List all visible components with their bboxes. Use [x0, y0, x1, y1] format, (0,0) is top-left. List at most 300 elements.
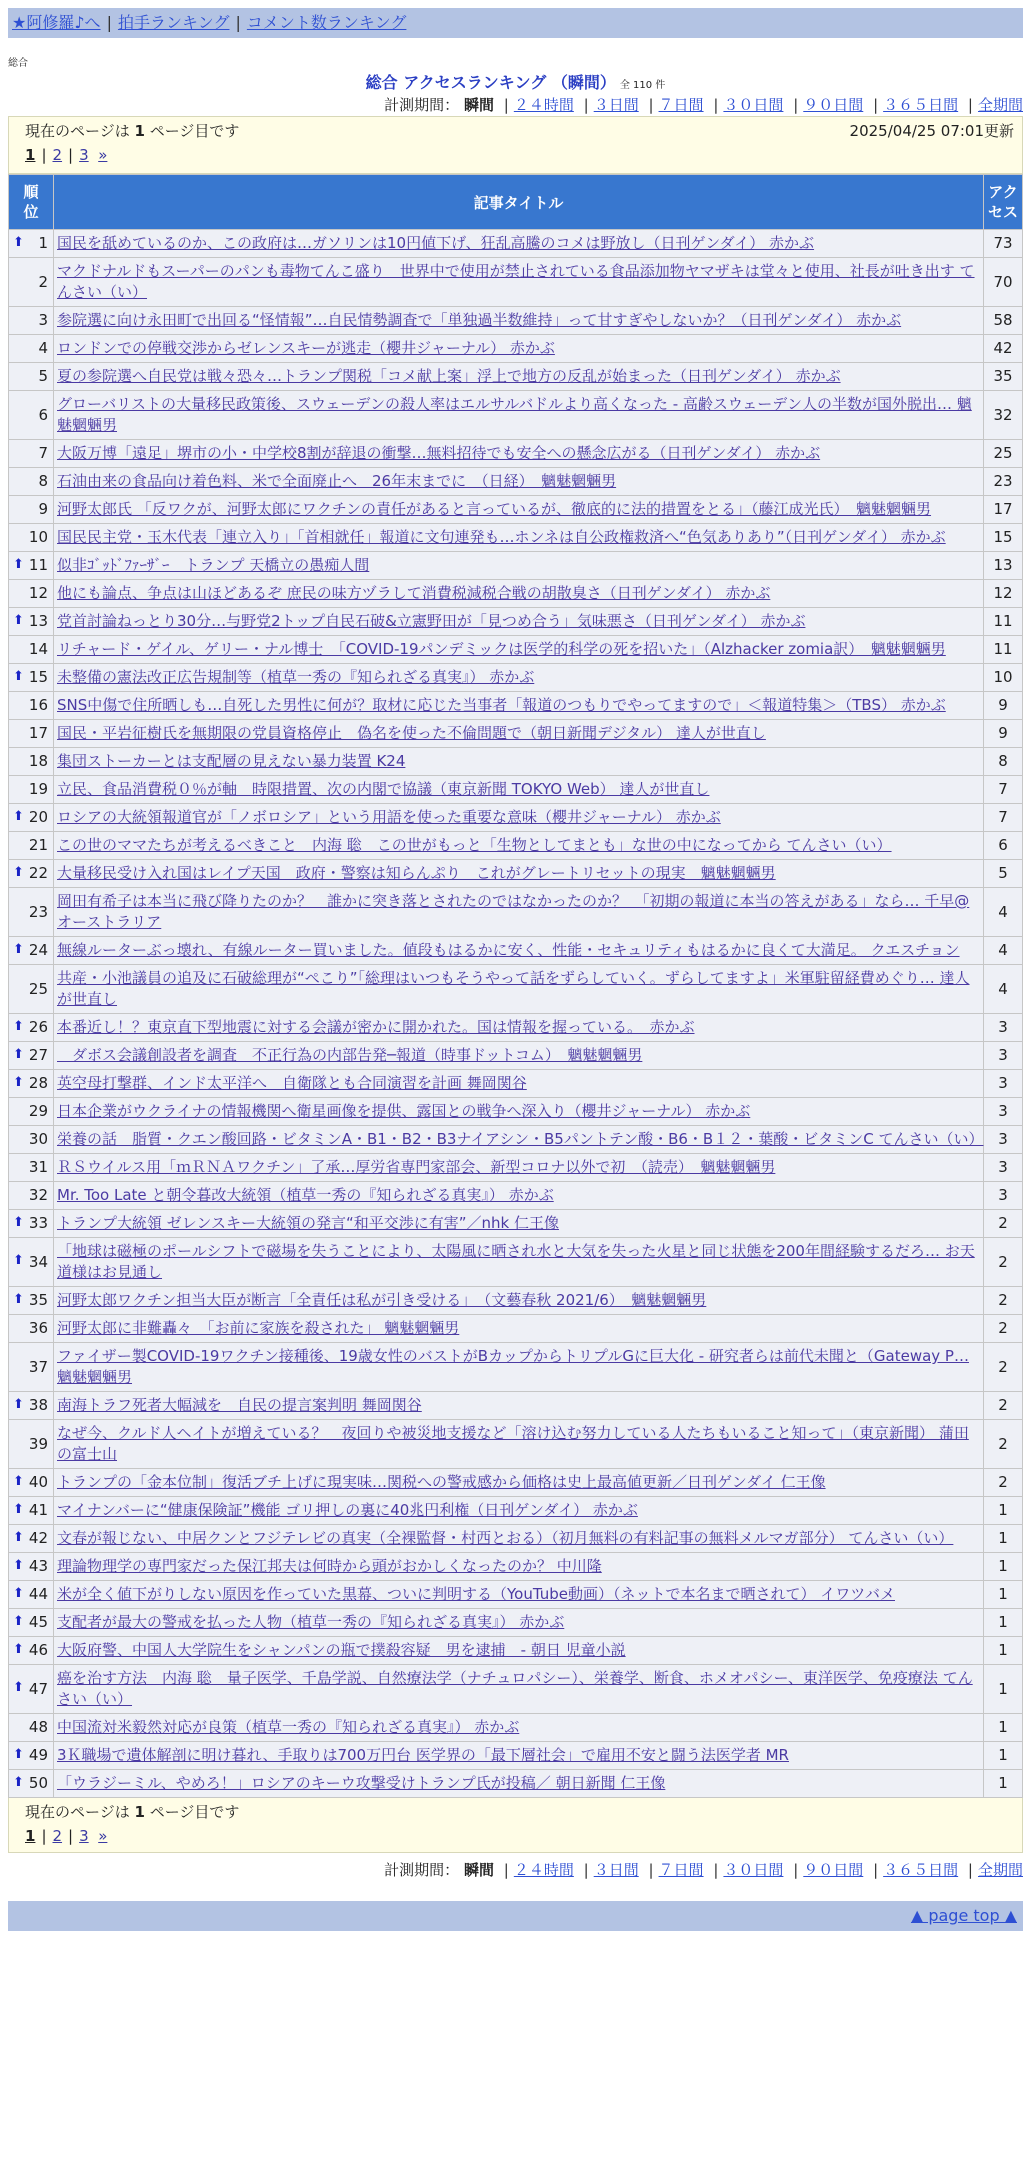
article-link[interactable]: 米が全く値下がりしない原因を作っていた黒幕、ついに判明する（YouTube動画）（ネットで本名まで晒されて） イワツバメ	[57, 1585, 895, 1603]
rank-cell	[9, 258, 53, 306]
rank-number: 16	[28, 696, 48, 714]
article-link[interactable]: 大量移民受け入れ国はレイプ天国 政府・警察は知らんぷり これがグレートリセットの現実 魑魅魍魎男	[57, 864, 776, 882]
access-count: 12	[984, 580, 1022, 607]
rank-cell	[9, 391, 53, 439]
title-cell	[54, 1126, 983, 1153]
article-link[interactable]: マクドナルドもスーパーのパンも毒物てんこ盛り 世界中で使用が禁止されている食品添加物ヤマザキは堂々と使用、社長が吐き出す てんさい（い）	[57, 262, 975, 301]
rank-cell	[9, 1770, 53, 1797]
article-link[interactable]: トランプの「金本位制」復活ブチ上げに現実味…関税への警戒感から価格は史上最高値更新／日刊ゲンダイ 仁王像	[57, 1473, 826, 1491]
article-link[interactable]: 未整備の憲法改正広告規制等（植草一秀の『知られざる真実』） 赤かぶ	[57, 668, 535, 686]
rank-number: 48	[28, 1718, 48, 1736]
rank-cell	[9, 965, 53, 1013]
article-link[interactable]: 河野太郎に非難轟々 「お前に家族を殺された」 魑魅魍魎男	[57, 1319, 460, 1337]
access-count: 3	[984, 1098, 1022, 1125]
article-link[interactable]: 河野太郎氏 「反ワクが、河野太郎にワクチンの責任があると言っているが、徹底的に法的措置をとる」（藤江成光氏） 魑魅魍魎男	[57, 500, 932, 518]
rank-cell	[9, 664, 53, 691]
access-count: 1	[984, 1553, 1022, 1580]
rank-number: 9	[38, 500, 48, 518]
table-row	[9, 1469, 1022, 1496]
article-link[interactable]: 本番近し！？東京直下型地震に対する会議が密かに開かれた。国は情報を握っている。 赤かぶ	[57, 1018, 695, 1036]
period-link-all[interactable]: 全期間	[977, 1861, 1023, 1879]
rank-up-icon: ⬆	[13, 1396, 24, 1412]
rank-cell	[9, 804, 53, 831]
title-cell	[54, 664, 983, 691]
rank-cell	[9, 1343, 53, 1391]
title-cell	[54, 1210, 983, 1237]
article-link[interactable]: 国民を舐めているのか、この政府は…ガソリンは10円値下げ、狂乱高騰のコメは野放し（日刊ゲンダイ） 赤かぶ	[57, 234, 815, 252]
title-cell	[54, 776, 983, 803]
period-label: 計測期間：	[384, 96, 460, 114]
rank-number: 41	[28, 1501, 48, 1519]
clap-ranking-link[interactable]: 拍手ランキング	[117, 13, 230, 32]
access-count: 7	[984, 804, 1022, 831]
next-page-link[interactable]: »	[98, 1827, 108, 1845]
period-link-24h[interactable]: ２４時間	[513, 1861, 574, 1879]
rank-cell	[9, 230, 53, 257]
rank-cell	[9, 1497, 53, 1524]
rank-up-icon: ⬆	[13, 1613, 24, 1629]
access-count: 58	[984, 307, 1022, 334]
period-selector-top: 計測期間： 瞬間 | ２４時間 | ３日間 | ７日間 | ３０日間 | ９０日間 | ３６５日間 | 全期間	[384, 96, 1023, 114]
page-top-link[interactable]: ▲ page top ▲	[910, 1906, 1017, 1925]
rank-cell	[9, 1210, 53, 1237]
access-count: 23	[984, 468, 1022, 495]
table-row	[9, 1497, 1022, 1524]
article-link[interactable]: ダボス会議創設者を調査 不正行為の内部告発─報道（時事ドットコム） 魑魅魍魎男	[57, 1046, 643, 1064]
access-count: 32	[984, 391, 1022, 439]
rank-cell	[9, 1126, 53, 1153]
access-count: 2	[984, 1315, 1022, 1342]
period-link-3d[interactable]: ３日間	[593, 96, 639, 114]
table-row	[9, 1665, 1022, 1713]
rank-cell	[9, 1637, 53, 1664]
table-row	[9, 1420, 1022, 1468]
period-link-365d[interactable]: ３６５日間	[883, 96, 959, 114]
access-count: 15	[984, 524, 1022, 551]
article-link[interactable]: ロンドンでの停戦交渉からゼレンスキーが逃走（櫻井ジャーナル） 赤かぶ	[57, 339, 555, 357]
article-link[interactable]: 栄養の話 脂質・クエン酸回路・ビタミンA・B1・B2・B3ナイアシン・B5パントテン酸・B6・B１２・葉酸・ビタミンC てんさい（い）	[57, 1130, 984, 1148]
rank-number: 1	[38, 234, 48, 252]
rank-cell	[9, 307, 53, 334]
article-link[interactable]: 参院選に向け永田町で出回る“怪情報”…自民情勢調査で「単独過半数維持」って甘すぎやしないか？（日刊ゲンダイ） 赤かぶ	[57, 311, 902, 329]
title-cell	[54, 1609, 983, 1636]
period-link-7d[interactable]: ７日間	[658, 1861, 704, 1879]
article-link[interactable]: 理論物理学の専門家だった保江邦夫は何時から頭がおかしくなったのか？ 中川隆	[57, 1557, 602, 1575]
rank-cell	[9, 1315, 53, 1342]
rank-number: 44	[28, 1585, 48, 1603]
title-cell	[54, 307, 983, 334]
period-link-90d[interactable]: ９０日間	[803, 96, 864, 114]
access-count: 9	[984, 720, 1022, 747]
rank-cell	[9, 440, 53, 467]
title-cell	[54, 1770, 983, 1797]
access-count: 25	[984, 440, 1022, 467]
rank-number: 3	[38, 311, 48, 329]
title-cell	[54, 1714, 983, 1741]
page-current: 1	[25, 146, 36, 164]
period-link-3d[interactable]: ３日間	[593, 1861, 639, 1879]
table-row	[9, 608, 1022, 635]
access-count: 2	[984, 1343, 1022, 1391]
rank-up-icon: ⬆	[13, 556, 24, 572]
access-count: 2	[984, 1420, 1022, 1468]
article-link[interactable]: 支配者が最大の警戒を払った人物（植草一秀の『知られざる真実』） 赤かぶ	[57, 1613, 565, 1631]
access-count: 3	[984, 1154, 1022, 1181]
access-count: 1	[984, 1714, 1022, 1741]
ranking-table	[8, 174, 1023, 1798]
rank-up-icon: ⬆	[13, 1585, 24, 1601]
table-row	[9, 1637, 1022, 1664]
table-row	[9, 580, 1022, 607]
rank-number: 11	[28, 556, 48, 574]
rank-number: 26	[28, 1018, 48, 1036]
article-link[interactable]: なぜ今、クルド人ヘイトが増えている？ 夜回りや被災地支援など「溶け込む努力している人たちもいること知って」（東京新聞） 蒲田の富士山	[57, 1424, 969, 1463]
access-count: 8	[984, 748, 1022, 775]
access-count: 13	[984, 552, 1022, 579]
title-cell	[54, 1525, 983, 1552]
article-link[interactable]: ロシアの大統領報道官が「ノボロシア」という用語を使った重要な意味（櫻井ジャーナル） 赤かぶ	[57, 808, 721, 826]
rank-number: 36	[28, 1319, 48, 1337]
rank-cell	[9, 1392, 53, 1419]
article-link[interactable]: 「地球は磁極のポールシフトで磁場を失うことにより、太陽風に晒され水と大気を失った火星と同じ状態を200年間経験するだろ… お天道様はお見通し	[57, 1242, 975, 1281]
article-link[interactable]: トランプ大統領 ゼレンスキー大統領の発言“和平交渉に有害”／nhk 仁王像	[57, 1214, 559, 1232]
page-link-3[interactable]: 3	[79, 146, 89, 164]
rank-cell	[9, 860, 53, 887]
rank-number: 17	[28, 724, 48, 742]
table-row	[9, 1210, 1022, 1237]
article-link[interactable]: 夏の参院選へ自民党は戦々恐々…トランプ関税「コメ献上案」浮上で地方の反乱が始まった（日刊ゲンダイ） 赤かぶ	[57, 367, 841, 385]
rank-cell	[9, 1525, 53, 1552]
rank-cell	[9, 580, 53, 607]
article-link[interactable]: 岡田有希子は本当に飛び降りたのか？ 誰かに突き落とされたのではなかったのか？ 「初期の報道に本当の答えがある」なら… 千早@オーストラリア	[57, 892, 970, 931]
table-row	[9, 937, 1022, 964]
rank-cell	[9, 1742, 53, 1769]
access-count: 2	[984, 1210, 1022, 1237]
title-cell	[54, 832, 983, 859]
article-link[interactable]: 似非ｺﾞｯﾄﾞﾌｧｰｻﾞｰ トランプ 天橋立の愚痴人間	[57, 556, 370, 574]
rank-number: 14	[28, 640, 48, 658]
article-link[interactable]: 国民民主党・玉木代表「連立入り」「首相就任」報道に文句連発も…ホンネは自公政権救済へ“色気ありあり”（日刊ゲンダイ） 赤かぶ	[57, 528, 946, 546]
access-count: 10	[984, 664, 1022, 691]
rank-up-icon: ⬆	[13, 808, 24, 824]
rank-cell	[9, 608, 53, 635]
rank-up-icon: ⬆	[13, 1074, 24, 1090]
table-row	[9, 307, 1022, 334]
article-link[interactable]: 英空母打撃群、インド太平洋へ 自衛隊とも合同演習を計画 舞岡関谷	[57, 1074, 527, 1092]
table-row	[9, 363, 1022, 390]
period-current: 瞬間	[463, 1861, 494, 1879]
title-cell	[54, 720, 983, 747]
table-row	[9, 1343, 1022, 1391]
table-row	[9, 748, 1022, 775]
rank-cell	[9, 1154, 53, 1181]
title-cell	[54, 468, 983, 495]
article-link[interactable]: 立民、食品消費税０％が軸 時限措置、次の内閣で協議（東京新聞 TOKYO Web） 達人が世直し	[57, 780, 710, 798]
rank-cell	[9, 1714, 53, 1741]
table-row	[9, 524, 1022, 551]
table-row	[9, 1392, 1022, 1419]
access-count: 2	[984, 1392, 1022, 1419]
table-row	[9, 888, 1022, 936]
rank-number: 12	[28, 584, 48, 602]
rank-number: 20	[28, 808, 48, 826]
title-cell	[54, 496, 983, 523]
rank-cell	[9, 1287, 53, 1314]
rank-cell	[9, 1469, 53, 1496]
home-link[interactable]: ★阿修羅♪へ	[12, 13, 101, 32]
rank-number: 7	[38, 444, 48, 462]
title-cell	[54, 937, 983, 964]
rank-number: 33	[28, 1214, 48, 1232]
pager-top	[8, 116, 1023, 174]
table-row	[9, 335, 1022, 362]
article-link[interactable]: SNS中傷で住所晒しも…自死した男性に何が？取材に応じた当事者「報道のつもりでやってますので」＜報道特集＞（TBS） 赤かぶ	[57, 696, 946, 714]
article-link[interactable]: 党首討論ねっとり30分…与野党2トップ自民石破&立憲野田が「見つめ合う」気味悪さ（日刊ゲンダイ） 赤かぶ	[57, 612, 806, 630]
title-cell	[54, 1581, 983, 1608]
table-row	[9, 1042, 1022, 1069]
title-cell	[54, 965, 983, 1013]
table-row	[9, 1553, 1022, 1580]
table-row	[9, 468, 1022, 495]
rank-cell	[9, 832, 53, 859]
rank-cell	[9, 1238, 53, 1286]
article-link[interactable]: 大阪府警、中国人大学院生をシャンパンの瓶で撲殺容疑 男を逮捕 - 朝日 児童小説	[57, 1641, 626, 1659]
table-row	[9, 720, 1022, 747]
access-count: 1	[984, 1742, 1022, 1769]
title-cell	[54, 335, 983, 362]
table-row	[9, 1609, 1022, 1636]
next-page-link[interactable]: »	[98, 146, 108, 164]
article-link[interactable]: ファイザー製COVID-19ワクチン接種後、19歳女性のバストがBカップからトリプルGに巨大化 - 研究者らは前代未聞と（Gateway P… 魑魅魍魎男	[57, 1347, 969, 1386]
table-row	[9, 391, 1022, 439]
page-link-3[interactable]: 3	[79, 1827, 89, 1845]
title-cell	[54, 1070, 983, 1097]
table-row	[9, 776, 1022, 803]
access-count: 1	[984, 1770, 1022, 1797]
title-cell	[54, 1315, 983, 1342]
period-label: 計測期間：	[384, 1861, 460, 1879]
access-count: 1	[984, 1609, 1022, 1636]
rank-cell	[9, 636, 53, 663]
footer-bar	[8, 1901, 1023, 1931]
rank-cell	[9, 335, 53, 362]
page-current: 1	[25, 1827, 36, 1845]
rank-number: 6	[38, 405, 48, 424]
rank-cell	[9, 692, 53, 719]
title-cell	[54, 1469, 983, 1496]
rank-up-icon: ⬆	[13, 1291, 24, 1307]
table-row	[9, 636, 1022, 663]
article-link[interactable]: 国民・平岩征樹氏を無期限の党員資格停止 偽名を使った不倫問題で（朝日新聞デジタル） 達人が世直し	[57, 724, 766, 742]
title-cell	[54, 608, 983, 635]
rank-number: 49	[28, 1746, 48, 1764]
rank-cell	[9, 363, 53, 390]
title-cell	[54, 391, 983, 439]
access-count: 7	[984, 776, 1022, 803]
title-cell	[54, 1014, 983, 1041]
article-link[interactable]: ＲＳウイルス用「ｍＲＮＡワクチン」了承…厚労省専門家部会、新型コロナ以外で初 （読売） 魑魅魍魎男	[57, 1158, 776, 1176]
rank-number: 4	[38, 339, 48, 357]
rank-cell	[9, 552, 53, 579]
current-page-text-bottom: 現在のページは 1 ページ目です	[25, 1803, 240, 1821]
rank-number: 30	[28, 1130, 48, 1148]
access-count: 2	[984, 1287, 1022, 1314]
access-count: 1	[984, 1637, 1022, 1664]
access-count: 11	[984, 636, 1022, 663]
table-row	[9, 552, 1022, 579]
rank-number: 39	[28, 1434, 48, 1453]
page-link-2[interactable]: 2	[52, 1827, 63, 1845]
rank-up-icon: ⬆	[13, 1501, 24, 1517]
title-cell	[54, 1742, 983, 1769]
pager-bottom	[8, 1798, 1023, 1853]
rank-number: 47	[28, 1679, 48, 1698]
rank-number: 5	[38, 367, 48, 385]
access-count: 9	[984, 692, 1022, 719]
title-cell	[54, 748, 983, 775]
article-link[interactable]: リチャード・ゲイル、ゲリー・ナル博士 「COVID-19パンデミックは医学的科学の死を招いた」（Alzhacker zomia訳） 魑魅魍魎男	[57, 640, 946, 658]
rank-number: 28	[28, 1074, 48, 1092]
article-link[interactable]: 石油由来の食品向け着色料、米で全面廃止へ 26年末までに （日経） 魑魅魍魎男	[57, 472, 617, 490]
table-row	[9, 804, 1022, 831]
table-row	[9, 1182, 1022, 1209]
title-cell	[54, 1665, 983, 1713]
table-row	[9, 1238, 1022, 1286]
table-row	[9, 1126, 1022, 1153]
article-link[interactable]: 大阪万博「遠足」堺市の小・中学校8割が辞退の衝撃…無料招待でも安全への懸念広がる（日刊ゲンダイ） 赤かぶ	[57, 444, 821, 462]
access-count: 35	[984, 363, 1022, 390]
title-cell	[54, 1420, 983, 1468]
article-link[interactable]: 日本企業がウクライナの情報機関へ衛星画像を提供、露国との戦争へ深入り（櫻井ジャーナル） 赤かぶ	[57, 1102, 751, 1120]
table-row	[9, 1070, 1022, 1097]
pagination: 1 | 2 | 3 »	[25, 146, 108, 164]
rank-number: 25	[28, 979, 48, 998]
access-count: 3	[984, 1126, 1022, 1153]
comment-ranking-link[interactable]: コメント数ランキング	[246, 13, 407, 32]
rank-up-icon: ⬆	[13, 1774, 24, 1790]
rank-number: 27	[28, 1046, 48, 1064]
table-row	[9, 664, 1022, 691]
rank-up-icon: ⬆	[13, 1557, 24, 1573]
title-cell	[54, 888, 983, 936]
article-link[interactable]: 南海トラフ死者大幅減を 自民の提言案判明 舞岡関谷	[57, 1396, 422, 1414]
rank-cell	[9, 1098, 53, 1125]
updated-timestamp: 2025/04/25 07:01更新	[849, 122, 1014, 140]
access-count: 3	[984, 1042, 1022, 1069]
title-cell	[54, 1182, 983, 1209]
access-count: 11	[984, 608, 1022, 635]
rank-number: 37	[28, 1357, 48, 1376]
article-link[interactable]: マイナンバーに“健康保険証”機能 ゴリ押しの裏に40兆円利権（日刊ゲンダイ） 赤かぶ	[57, 1501, 638, 1519]
rank-cell	[9, 1420, 53, 1468]
title-cell	[54, 692, 983, 719]
period-current: 瞬間	[463, 96, 494, 114]
article-link[interactable]: 中国流対米毅然対応が良策（植草一秀の『知られざる真実』） 赤かぶ	[57, 1718, 520, 1736]
rank-cell	[9, 524, 53, 551]
rank-number: 46	[28, 1641, 48, 1659]
article-link[interactable]: Mr. Too Late と朝令暮改大統領（植草一秀の『知られざる真実』） 赤かぶ	[57, 1186, 554, 1204]
rank-cell	[9, 1581, 53, 1608]
rank-cell	[9, 1014, 53, 1041]
table-row	[9, 258, 1022, 306]
rank-up-icon: ⬆	[13, 1214, 24, 1230]
rank-number: 18	[28, 752, 48, 770]
title-cell	[54, 1497, 983, 1524]
article-link[interactable]: 集団ストーカーとは支配層の見えない暴力装置 K24	[57, 752, 406, 770]
access-count: 4	[984, 888, 1022, 936]
title-cell	[54, 363, 983, 390]
period-link-365d[interactable]: ３６５日間	[883, 1861, 959, 1879]
rank-up-icon: ⬆	[13, 234, 24, 250]
period-link-30d[interactable]: ３０日間	[723, 96, 784, 114]
rank-cell	[9, 720, 53, 747]
rank-up-icon: ⬆	[13, 1253, 24, 1268]
rank-number: 23	[28, 902, 48, 921]
table-row	[9, 1742, 1022, 1769]
title-cell	[54, 804, 983, 831]
access-count: 4	[984, 937, 1022, 964]
title-cell	[54, 1287, 983, 1314]
ranking-heading	[0, 72, 1031, 94]
access-count: 3	[984, 1182, 1022, 1209]
period-link-7d[interactable]: ７日間	[658, 96, 704, 114]
title-cell	[54, 1553, 983, 1580]
rank-number: 13	[28, 612, 48, 630]
title-cell	[54, 1098, 983, 1125]
article-link[interactable]: 河野太郎ワクチン担当大臣が断言「全責任は私が引き受ける」 （文藝春秋 2021/6） 魑魅魍魎男	[57, 1291, 707, 1309]
article-link[interactable]: 「ウラジーミル、やめろ！」ロシアのキーウ攻撃受けトランプ氏が投稿／ 朝日新聞 仁王像	[57, 1774, 666, 1792]
article-link[interactable]: 癌を治す方法 内海 聡 量子医学、千島学説、自然療法学（ナチュロパシー）、栄養学、断食、ホメオパシー、東洋医学、免疫療法 てんさい（い）	[57, 1669, 973, 1708]
article-link[interactable]: 他にも論点、争点は山ほどあるぞ 庶民の味方ヅラして消費税減税合戦の胡散臭さ（日刊ゲンダイ） 赤かぶ	[57, 584, 771, 602]
title-cell	[54, 1392, 983, 1419]
column-header-rank: 順位	[9, 175, 53, 229]
period-link-24h[interactable]: ２４時間	[513, 96, 574, 114]
table-row	[9, 1014, 1022, 1041]
article-link[interactable]: グローバリストの大量移民政策後、スウェーデンの殺人率はエルサルバドルより高くなった - 高齢スウェーデン人の半数が国外脱出… 魑魅魍魎男	[57, 395, 972, 434]
rank-up-icon: ⬆	[13, 612, 24, 628]
period-link-all[interactable]: 全期間	[977, 96, 1023, 114]
access-count: 6	[984, 832, 1022, 859]
title-cell	[54, 524, 983, 551]
rank-number: 43	[28, 1557, 48, 1575]
table-row	[9, 496, 1022, 523]
category-label: 総合	[8, 58, 28, 69]
table-row	[9, 1315, 1022, 1342]
pagination-bottom: 1 | 2 | 3 »	[25, 1827, 108, 1845]
page-link-2[interactable]: 2	[52, 146, 63, 164]
article-link[interactable]: 共産・小池議員の追及に石破総理が“ぺこり”「総理はいつもそうやって話をずらしていく。ずらしてますよ」米軍駐留経費めぐり… 達人が世直し	[57, 969, 970, 1008]
rank-cell	[9, 776, 53, 803]
table-row	[9, 965, 1022, 1013]
title-cell	[54, 636, 983, 663]
access-count: 73	[984, 230, 1022, 257]
rank-number: 40	[28, 1473, 48, 1491]
rank-cell	[9, 1070, 53, 1097]
article-link[interactable]: 文春が報じない、中居クンとフジテレビの真実（全裸監督・村西とおる）（初月無料の有料記事の無料メルマガ部分） てんさい（い）	[57, 1529, 954, 1547]
rank-number: 32	[28, 1186, 48, 1204]
top-nav-bar: ★阿修羅♪へ | 拍手ランキング | コメント数ランキング	[8, 8, 1023, 38]
title-cell	[54, 552, 983, 579]
article-link[interactable]: この世のママたちが考えるべきこと 内海 聡 この世がもっと「生物としてまとも」な世の中になってから てんさい（い）	[57, 836, 892, 854]
access-count: 17	[984, 496, 1022, 523]
period-link-30d[interactable]: ３０日間	[723, 1861, 784, 1879]
article-link[interactable]: 無線ルーターぶっ壊れ、有線ルーター買いました。値段もはるかに安く、性能・セキュリティもはるかに良くて大満足。 クエスチョン	[57, 941, 960, 959]
period-link-90d[interactable]: ９０日間	[803, 1861, 864, 1879]
rank-number: 2	[38, 272, 48, 291]
access-count: 42	[984, 335, 1022, 362]
article-link[interactable]: 3Ｋ職場で遺体解剖に明け暮れ、手取りは700万円台 医学界の「最下層社会」で雇用不安と闘う法医学者 MR	[57, 1746, 789, 1764]
rank-up-icon: ⬆	[13, 864, 24, 880]
